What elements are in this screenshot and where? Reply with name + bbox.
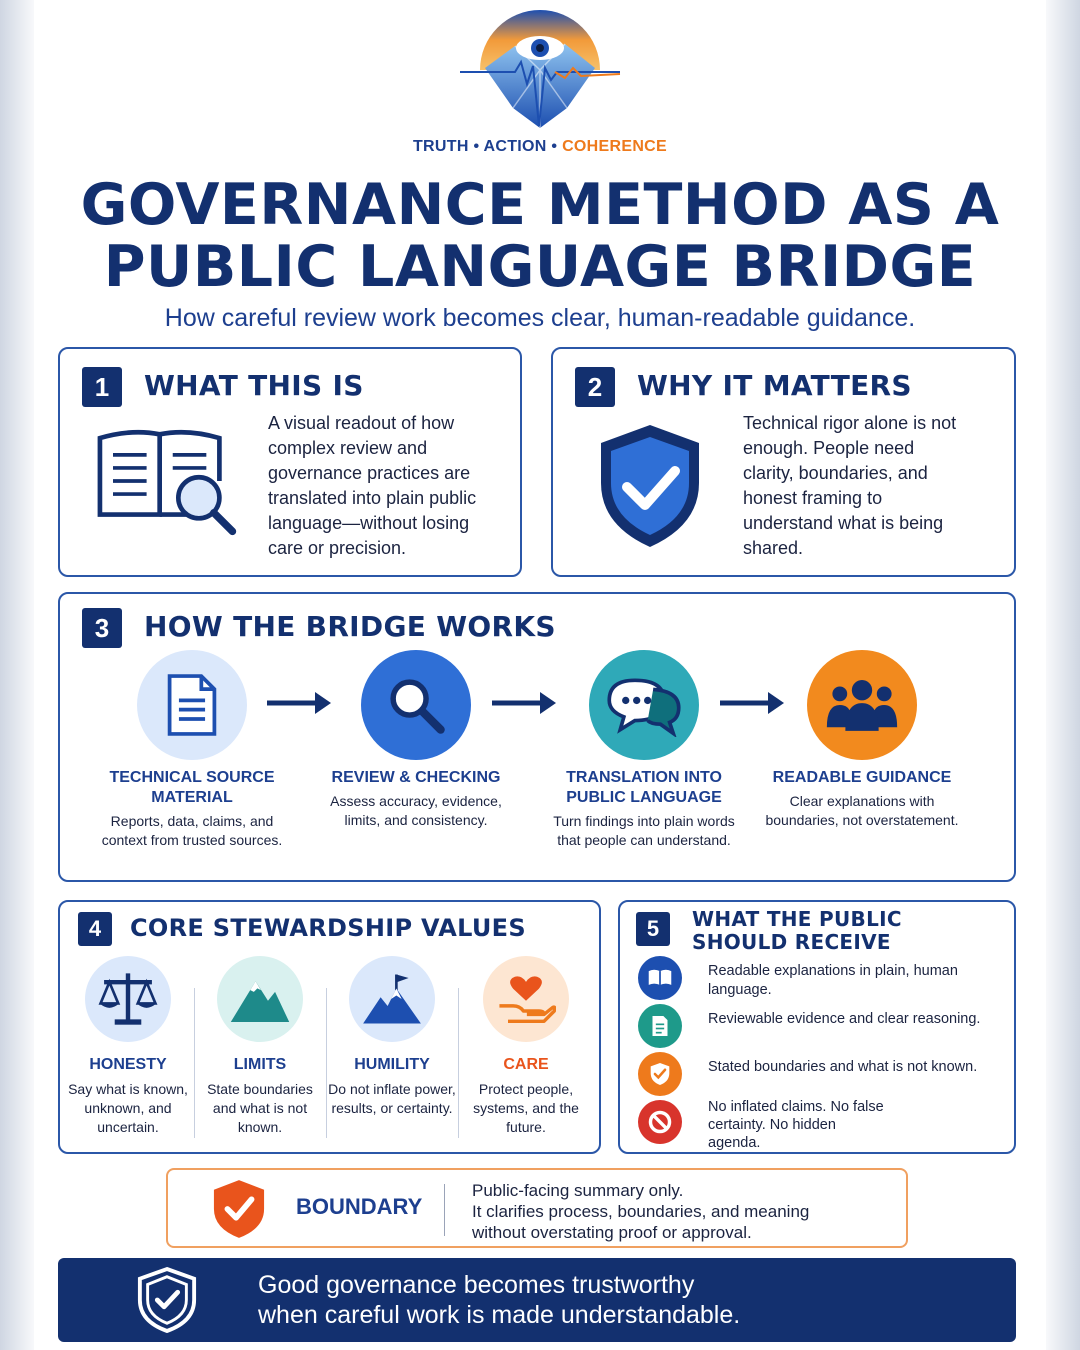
divider: [458, 988, 459, 1138]
step-icon-circle: [361, 650, 471, 760]
value-item: [196, 956, 324, 1137]
tagline-coherence: COHERENCE: [562, 138, 667, 155]
eye-iceberg-logo: [455, 8, 625, 138]
summit-flag-icon: [361, 971, 423, 1027]
section-why-it-matters: [551, 347, 1016, 577]
section-public-should-receive: [618, 900, 1016, 1154]
people-group-icon: [825, 677, 899, 733]
section-how-bridge-works: [58, 592, 1016, 882]
mountain-icon: [229, 972, 291, 1026]
section-core-values: [58, 900, 601, 1154]
value-item: [64, 956, 192, 1137]
tagline-action: ACTION: [483, 138, 547, 155]
footer-line-2: when careful work is made understandable.: [258, 1301, 741, 1329]
section-title: [692, 908, 902, 954]
item-icon-circle: [638, 1100, 682, 1144]
tagline-truth: TRUTH: [412, 138, 469, 155]
scales-icon: [97, 968, 159, 1030]
title-line-2: PUBLIC LANGUAGE BRIDGE: [103, 234, 977, 300]
public-item: [638, 1052, 1008, 1096]
value-item: [328, 956, 456, 1118]
section-title: CORE STEWARDSHIP VALUES: [130, 914, 526, 942]
footer-text: [258, 1270, 978, 1330]
boundary-callout: [166, 1168, 908, 1248]
step-description: Clear explanations with boundaries, not overstatement.: [765, 793, 959, 828]
item-text: No inflated claims. No false certainty. No hidden agenda.: [708, 1099, 884, 1151]
boundary-label: BOUNDARY: [296, 1194, 423, 1219]
heart-hand-icon: [496, 971, 556, 1027]
shield-check-icon: [595, 421, 705, 551]
divider: [326, 988, 327, 1138]
section-title-line-1: WHAT THE PUBLIC: [692, 907, 902, 931]
step-label: REVIEW & CHECKING: [331, 769, 501, 786]
section-text: Technical rigor alone is not enough. People need clarity, boundaries, and honest framing to understand what is being shared.: [743, 413, 957, 558]
item-icon-circle: [638, 956, 682, 1000]
section-number: 5: [636, 912, 670, 946]
boundary-line-3: without overstating proof or approval.: [472, 1223, 752, 1242]
section-text: A visual readout of how complex review and governance practices are translated into plain public language—without losing care or precision.: [268, 413, 477, 558]
step-label: READABLE GUIDANCE: [772, 769, 952, 786]
tagline-separator: •: [473, 138, 480, 155]
step-label: TECHNICAL SOURCE MATERIAL: [109, 769, 275, 806]
bridge-step: [316, 650, 516, 830]
value-label: CARE: [503, 1056, 549, 1073]
step-label: TRANSLATION INTO PUBLIC LANGUAGE: [566, 769, 722, 806]
prohibited-icon: [647, 1109, 673, 1135]
magnifier-icon: [384, 673, 448, 737]
boundary-line-2: It clarifies process, boundaries, and meaning: [472, 1202, 810, 1221]
section-title-line-2: SHOULD RECEIVE: [692, 930, 891, 954]
public-item: [638, 1100, 1008, 1150]
bridge-step: [92, 650, 292, 850]
section-number: 4: [78, 912, 112, 946]
page-title: [0, 174, 1080, 298]
item-icon-circle: [638, 1004, 682, 1048]
step-description: Turn findings into plain words that people can understand.: [553, 813, 735, 848]
value-description: Do not inflate power, results, or certainty.: [328, 1081, 456, 1116]
section-title: HOW THE BRIDGE WORKS: [144, 610, 556, 643]
value-icon-circle: [483, 956, 569, 1042]
speech-bubbles-icon: [607, 673, 681, 737]
boundary-line-1: Public-facing summary only.: [472, 1181, 684, 1200]
shield-check-icon: [136, 1265, 198, 1335]
section-number: 3: [82, 608, 122, 648]
document-icon: [164, 672, 220, 738]
value-description: Say what is known, unknown, and uncertain.: [68, 1081, 188, 1135]
step-icon-circle: [807, 650, 917, 760]
open-book-icon: [647, 967, 673, 989]
book-magnifier-icon: [94, 425, 244, 537]
public-item: [638, 1004, 1008, 1048]
tagline: [0, 138, 1080, 156]
value-label: HONESTY: [89, 1056, 167, 1073]
footer-line-1: Good governance becomes trustworthy: [258, 1271, 695, 1299]
document-icon: [650, 1014, 670, 1038]
divider: [444, 1184, 445, 1236]
value-description: State boundaries and what is not known.: [207, 1081, 313, 1135]
step-description: Assess accuracy, evidence, limits, and consistency.: [330, 793, 502, 828]
section-number: 1: [82, 367, 122, 407]
footer-banner: [58, 1258, 1016, 1342]
value-description: Protect people, systems, and the future.: [473, 1081, 579, 1135]
value-label: LIMITS: [233, 1056, 287, 1073]
value-label: HUMILITY: [354, 1056, 430, 1073]
item-text: Reviewable evidence and clear reasoning.: [708, 1011, 981, 1027]
page-subtitle: How careful review work becomes clear, human-readable guidance.: [164, 304, 916, 332]
bridge-step: [762, 650, 962, 830]
section-what-this-is: [58, 347, 522, 577]
value-icon-circle: [217, 956, 303, 1042]
value-icon-circle: [85, 956, 171, 1042]
bridge-step: [544, 650, 744, 850]
divider: [194, 988, 195, 1138]
section-title: WHAT THIS IS: [144, 369, 364, 402]
step-icon-circle: [137, 650, 247, 760]
section-title: WHY IT MATTERS: [637, 369, 912, 402]
item-icon-circle: [638, 1052, 682, 1096]
item-text: Stated boundaries and what is not known.: [708, 1059, 978, 1075]
value-item: [462, 956, 590, 1137]
value-icon-circle: [349, 956, 435, 1042]
shield-check-icon: [212, 1178, 266, 1240]
tagline-separator: •: [551, 138, 558, 155]
title-line-1: GOVERNANCE METHOD AS A: [80, 172, 1000, 238]
step-description: Reports, data, claims, and context from trusted sources.: [101, 813, 283, 848]
step-icon-circle: [589, 650, 699, 760]
public-item: [638, 956, 1008, 1000]
item-text: Readable explanations in plain, human language.: [708, 963, 958, 998]
boundary-text: [472, 1180, 892, 1243]
shield-check-icon: [649, 1061, 671, 1087]
section-number: 2: [575, 367, 615, 407]
